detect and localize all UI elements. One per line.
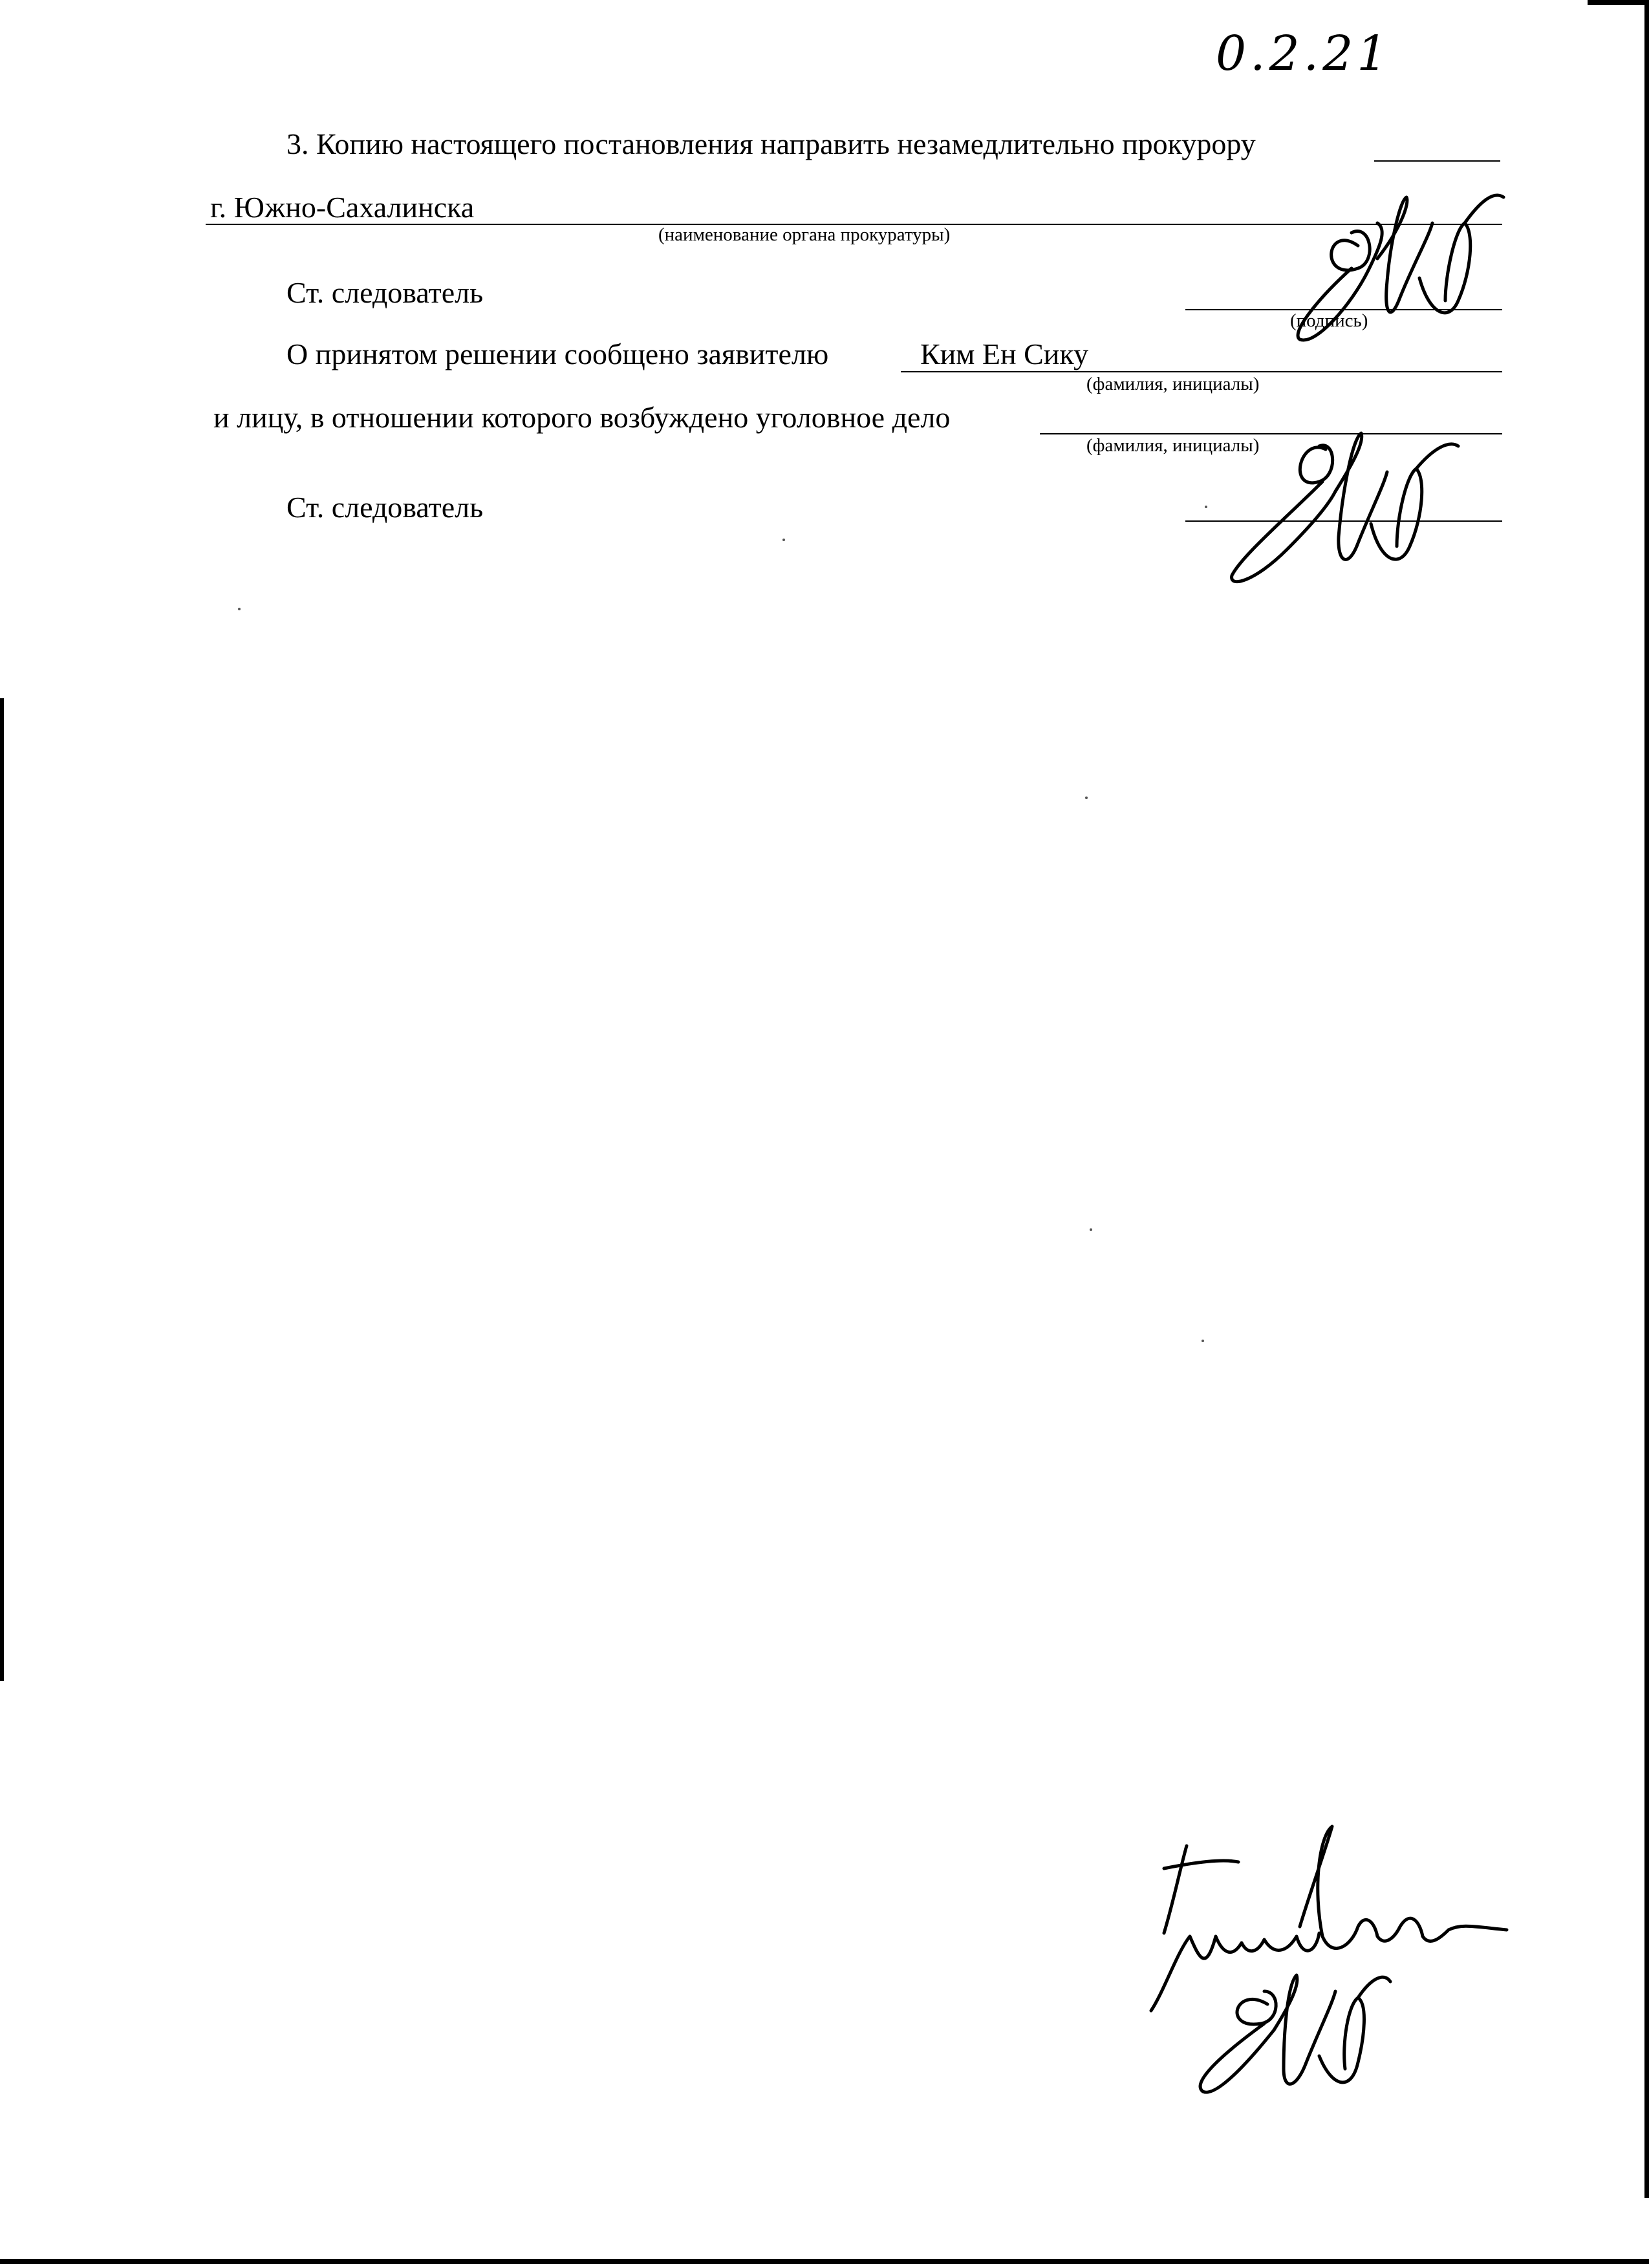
accused-name-caption: (фамилия, инициалы) (1086, 435, 1260, 456)
scan-speck (238, 608, 241, 610)
investigator-role-label: Ст. следователь (286, 276, 484, 309)
applicant-notice-text: О принятом решении сообщено заявителю (286, 337, 829, 370)
scan-speck (1085, 797, 1088, 799)
scan-edge-top (1588, 0, 1649, 5)
applicant-name-value: Ким Ен Сику (920, 337, 1089, 370)
investigator-role-label-2: Ст. следователь (286, 491, 484, 524)
prosecutor-office-caption: (наименование органа прокуратуры) (658, 224, 951, 245)
investigator-signature-2 (1216, 420, 1487, 595)
scan-speck (1202, 1340, 1204, 1342)
scan-edge-right (1644, 0, 1649, 2198)
applicant-name-caption: (фамилия, инициалы) (1086, 374, 1260, 394)
copy-certified-handwriting (1125, 1797, 1526, 2101)
scan-speck (782, 539, 785, 541)
prosecutor-blank-line (1374, 160, 1500, 162)
prosecutor-office-value: г. Южно-Сахалинска (210, 191, 475, 224)
item-3-text: 3. Копию настоящего постановления направить незамедлительно прокурору (286, 127, 1256, 160)
investigator-signature-1 (1280, 184, 1526, 352)
accused-notice-text: и лицу, в отношении которого возбуждено уголовное дело (213, 401, 951, 434)
scan-speck (1090, 1228, 1092, 1231)
applicant-name-line (901, 371, 1502, 372)
scan-edge-left (0, 698, 4, 1681)
scan-speck (1205, 506, 1207, 508)
scan-edge-bottom (0, 2259, 1649, 2264)
page-mark: 0.2.21 (1216, 26, 1392, 81)
signature-caption: (подпись) (1290, 310, 1368, 331)
